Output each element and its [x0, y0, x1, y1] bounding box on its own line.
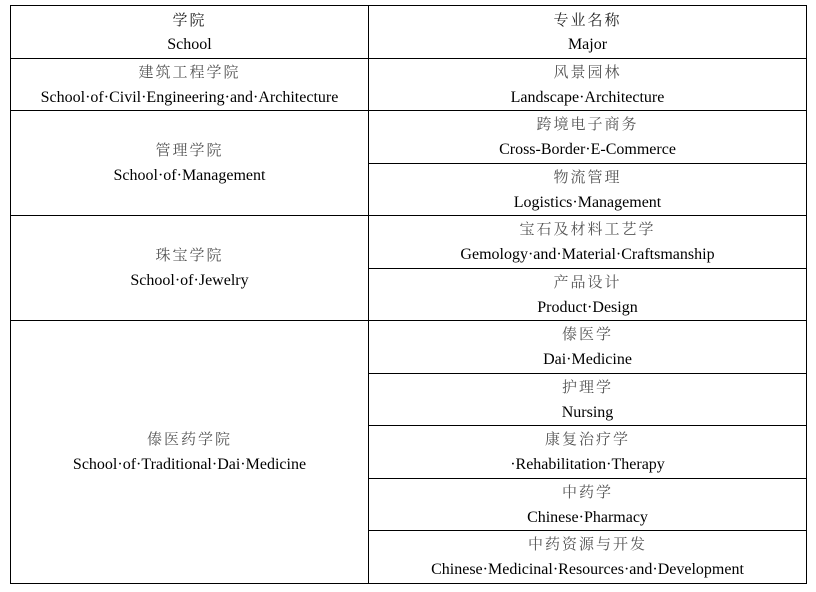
major-name-zh: 物流管理 — [553, 167, 622, 186]
school-name-zh: 管理学院 — [155, 141, 224, 159]
major-name-zh: 跨境电子商务 — [536, 115, 639, 133]
major-name-zh: 中药学 — [561, 482, 613, 501]
major-cell — [369, 269, 807, 321]
major-name-zh: 产品设计 — [553, 272, 622, 291]
school-cell — [11, 111, 369, 216]
major-name-en: Nursing — [561, 403, 614, 421]
major-name-en: Cross-Border·E-Commerce — [499, 141, 676, 158]
major-cell — [369, 59, 807, 111]
school-name-en: School·of·Traditional·Dai·Medicine — [72, 456, 307, 473]
major-cell — [369, 216, 807, 269]
school-header-en: School — [167, 35, 212, 53]
major-cell — [369, 164, 807, 216]
table-row — [11, 59, 807, 111]
table-row — [11, 216, 807, 269]
major-name-zh: 宝石及材料工艺学 — [519, 220, 656, 238]
major-name-en: Landscape·Architecture — [510, 88, 665, 106]
major-name-en: Product·Design — [537, 298, 638, 316]
school-cell — [11, 59, 369, 111]
major-cell — [369, 374, 807, 426]
major-header-zh: 专业名称 — [553, 10, 622, 29]
school-name-en: School·of·Jewelry — [130, 272, 249, 289]
school-name-en: School·of·Management — [113, 167, 266, 184]
major-name-en: Chinese·Pharmacy — [527, 508, 648, 526]
major-name-en: Dai·Medicine — [543, 351, 632, 368]
school-header-cell — [11, 6, 369, 59]
header-row — [11, 6, 807, 59]
school-cell — [11, 216, 369, 321]
major-cell — [369, 321, 807, 374]
school-name-zh: 建筑工程学院 — [138, 62, 241, 81]
school-name-zh: 珠宝学院 — [155, 246, 224, 264]
school-cell — [11, 321, 369, 584]
school-major-table — [10, 5, 807, 584]
major-cell — [369, 531, 807, 584]
school-name-zh: 傣医药学院 — [146, 430, 232, 448]
school-name-en: School·of·Civil·Engineering·and·Architecture — [40, 88, 339, 106]
major-name-en: Gemology·and·Material·Craftsmanship — [460, 246, 715, 263]
major-name-zh: 中药资源与开发 — [527, 535, 647, 553]
major-cell — [369, 479, 807, 531]
major-cell — [369, 111, 807, 164]
table-row — [11, 321, 807, 374]
school-header-zh: 学院 — [172, 10, 207, 29]
major-header-cell — [369, 6, 807, 59]
table-row — [11, 111, 807, 164]
major-name-en: Chinese·Medicinal·Resources·and·Development — [431, 561, 744, 578]
major-header-en: Major — [567, 35, 608, 53]
major-cell — [369, 426, 807, 479]
major-name-zh: 傣医学 — [561, 325, 613, 343]
major-name-en: ·Rehabilitation·Therapy — [510, 456, 665, 473]
major-name-zh: 护理学 — [561, 377, 613, 396]
major-name-zh: 康复治疗学 — [544, 430, 630, 448]
major-name-en: Logistics·Management — [513, 193, 662, 211]
major-name-zh: 风景园林 — [553, 62, 622, 81]
